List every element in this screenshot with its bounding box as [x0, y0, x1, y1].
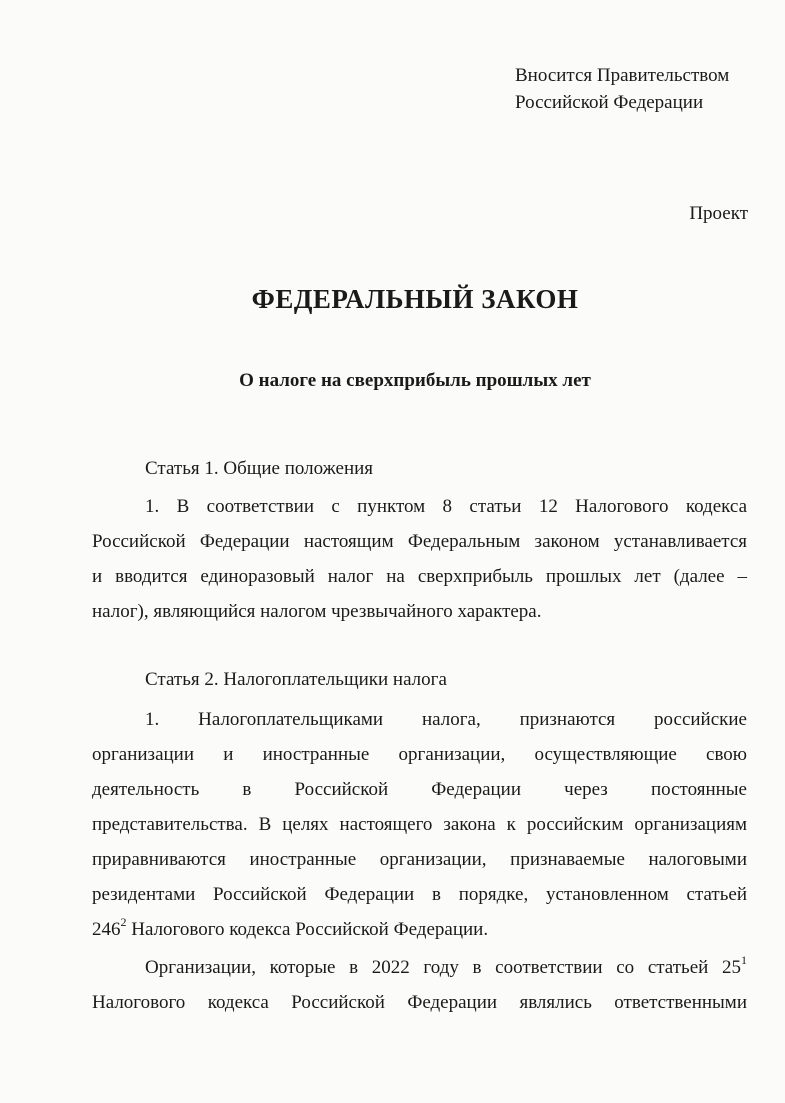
text-line: резидентами Российской Федерации в порядке, установленном статьей [92, 884, 747, 905]
text-line: представительства. В целях настоящего закона к российским организациям [92, 814, 747, 835]
submitter-line-1: Вносится Правительством [515, 65, 730, 86]
text-line [92, 912, 747, 947]
article-2-heading: Статья 2. Налогоплательщики налога [145, 669, 447, 690]
text-line: Налогового кодекса Российской Федерации являлись ответственными [92, 992, 747, 1013]
text-line: и вводится единоразовый налог на сверхприбыль прошлых лет (далее – [92, 566, 747, 587]
text-line [92, 950, 747, 985]
article-superscript: 1 [741, 952, 747, 967]
text-line: 1. В соответствии с пунктом 8 статьи 12 Налогового кодекса [145, 496, 747, 517]
article-1-paragraph-1 [92, 489, 747, 629]
article-superscript: 2 [120, 914, 127, 929]
submitter-block [515, 62, 729, 116]
document-title: О налоге на сверхприбыль прошлых лет [239, 370, 591, 391]
text-line-prefix: Организации, которые в 2022 году в соответствии со статьей 25 [145, 957, 741, 978]
submitter-line-2: Российской Федерации [515, 92, 704, 113]
document-type-heading: ФЕДЕРАЛЬНЫЙ ЗАКОН [251, 284, 579, 314]
article-2-paragraph-2 [92, 950, 747, 1020]
article-1-heading: Статья 1. Общие положения [145, 458, 374, 479]
article-number: 246 [92, 919, 121, 940]
text-line: 1. Налогоплательщиками налога, признаются российские [145, 709, 747, 730]
text-line-suffix: Налогового кодекса Российской Федерации. [126, 919, 489, 940]
draft-label: Проект [689, 203, 748, 224]
text-line: Российской Федерации настоящим Федеральным законом устанавливается [92, 531, 747, 552]
text-line: приравниваются иностранные организации, признаваемые налоговыми [92, 849, 747, 870]
text-line: организации и иностранные организации, осуществляющие свою [92, 744, 747, 765]
text-line: налог), являющийся налогом чрезвычайного характера. [92, 601, 542, 622]
article-2-paragraph-1 [92, 702, 747, 947]
text-line: деятельность в Российской Федерации через постоянные [92, 779, 747, 800]
